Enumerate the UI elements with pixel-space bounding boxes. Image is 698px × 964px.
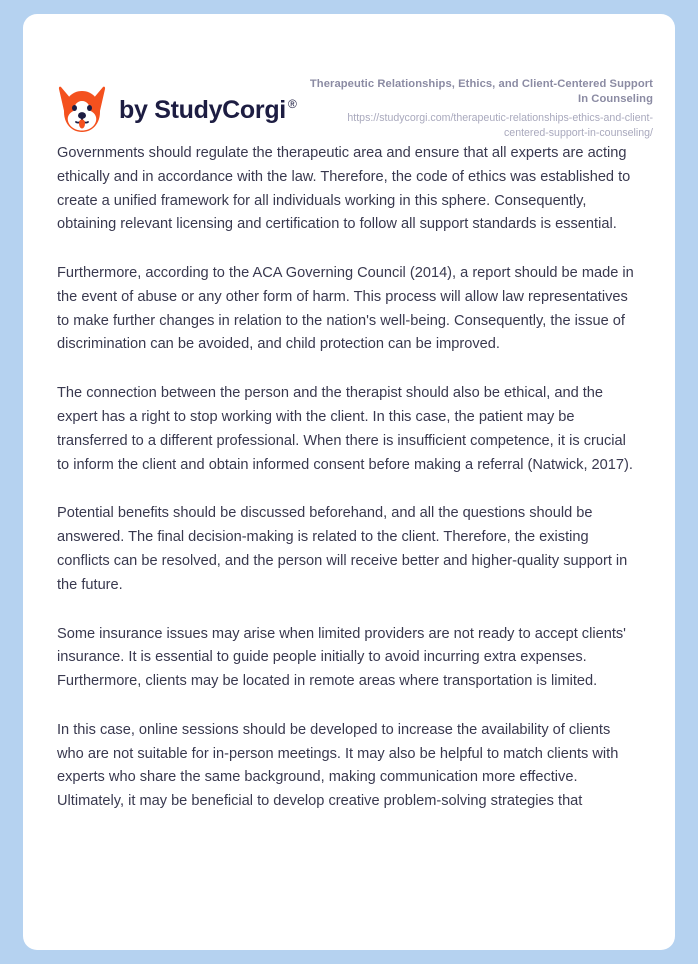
registered-trademark-icon: ® [287,97,297,112]
document-page [23,14,675,950]
brand-wordmark-text: by StudyCorgi [119,95,286,124]
document-header [23,14,675,142]
paragraph: Potential benefits should be discussed beforehand, and all the questions should be answered. The final decision-making is related to the client. Therefore, the existing conflicts can be resolved, and the person will receive better and higher-quality support in the future. [57,505,628,593]
brand-logo-lockup[interactable] [57,83,297,135]
corgi-face-logo-icon [57,83,107,135]
document-body [23,142,675,814]
paragraph: The connection between the person and the therapist should also be ethical, and the expert has a right to stop working with the client. In this case, the patient may be transferred to a different professional. When there is insufficient competence, it is crucial to inform the client and obtain informed consent before making a referral (Natwick, 2017). [57,385,633,473]
paragraph: Some insurance issues may arise when limited providers are not ready to accept clients' insurance. It is essential to guide people initially to avoid incurring extra expenses. Furthermore, clients may be located in remote areas where transportation is limited. [57,625,626,690]
document-title: Therapeutic Relationships, Ethics, and Client-Centered Support In Counseling [309,78,653,106]
document-source-url[interactable]: https://studycorgi.com/therapeutic-relationships-ethics-and-client-centered-support-in-counseling/ [347,112,653,139]
paragraph: Furthermore, according to the ACA Governing Council (2014), a report should be made in the event of abuse or any other form of harm. This process will allow law representatives to make further changes in relation to the nation's well-being. Consequently, the issue of discrimination can be avoided, and child protection can be improved. [57,265,634,353]
paragraph: Governments should regulate the therapeutic area and ensure that all experts are acting ethically and in accordance with the law. Therefore, the code of ethics was established to create a unified framework for all individuals working in this sphere. Consequently, obtaining relevant licensing and certification to follow all support standards is essential. [57,145,631,233]
brand-wordmark [119,96,297,125]
paragraph: In this case, online sessions should be developed to increase the availability of clients who are not suitable for in-person meetings. It may also be helpful to match clients with experts who share the same background, making communication more effective. Ultimately, it may be beneficial to develop creative problem-solving strategies that [57,721,619,810]
document-meta [308,77,653,140]
